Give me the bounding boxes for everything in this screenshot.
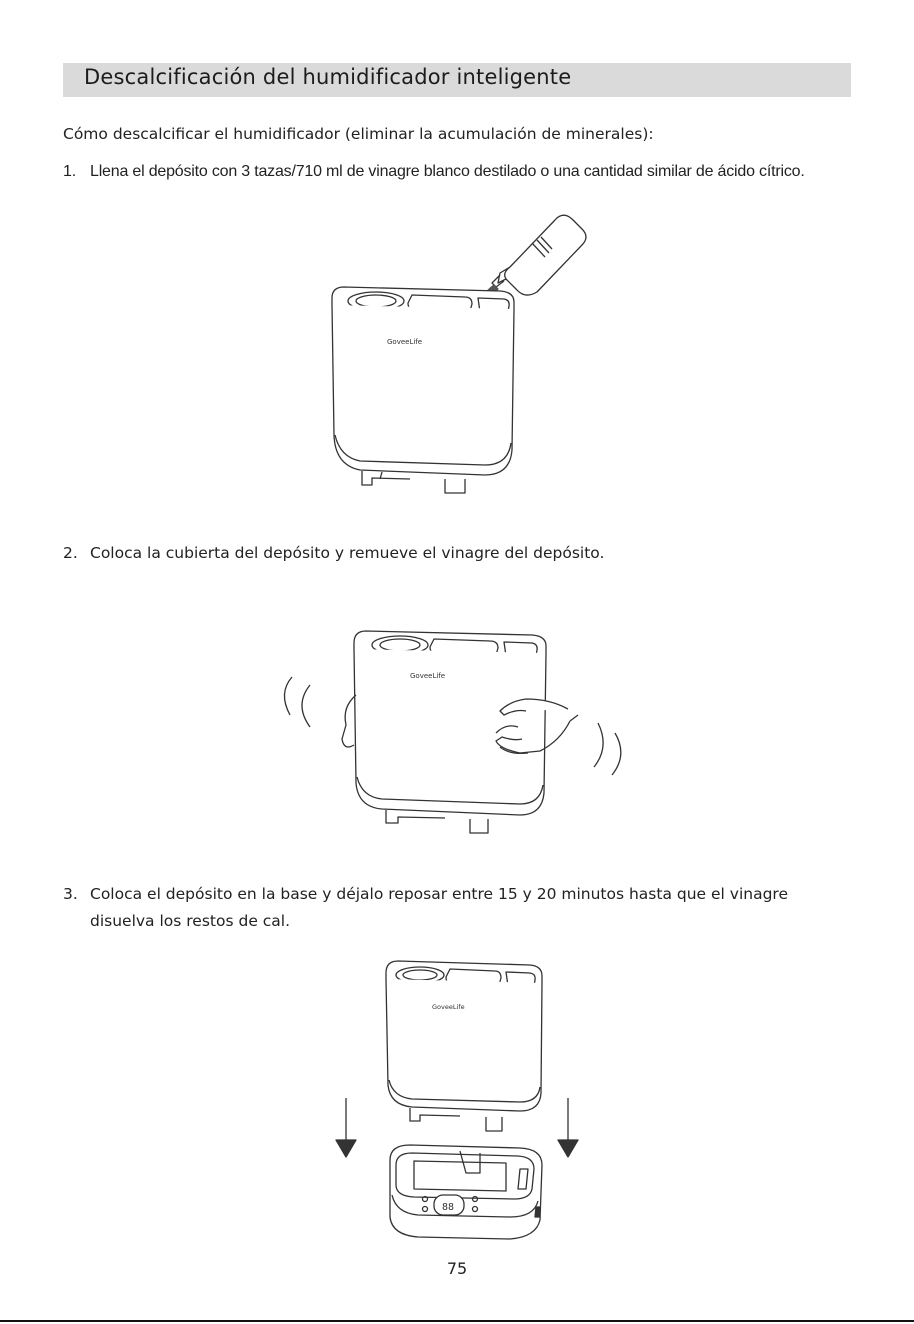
brand-label: GoveeLife — [387, 338, 423, 346]
motion-arc-icon — [612, 733, 621, 775]
page-title: Descalcificación del humidificador inteligente — [84, 65, 572, 89]
intro-text: Cómo descalcificar el humidificador (eliminar la acumulación de minerales): — [63, 125, 654, 143]
figure-shake-tank — [270, 615, 650, 840]
humidifier-base — [390, 1145, 542, 1239]
step-number: 1. — [63, 163, 76, 180]
section-title-bar — [63, 63, 851, 97]
hand-icon — [342, 695, 356, 747]
motion-arc-icon — [302, 685, 310, 727]
brand-label: GoveeLife — [432, 1003, 465, 1011]
bottom-rule — [0, 1320, 914, 1322]
figure-place-on-base — [330, 955, 590, 1250]
arrow-down-icon — [336, 1098, 356, 1157]
page-number: 75 — [446, 1259, 468, 1278]
step-number: 2. — [63, 544, 78, 562]
brand-label: GoveeLife — [410, 672, 446, 680]
step-number: 3. — [63, 885, 78, 903]
arrow-down-icon — [558, 1098, 578, 1157]
display-digits: 88 — [442, 1202, 455, 1213]
step-text: Llena el depósito con 3 tazas/710 ml de vinagre blanco destilado o una cantidad similar de ácido cítrico. — [90, 163, 805, 180]
step-text: Coloca el depósito en la base y déjalo reposar entre 15 y 20 minutos hasta que el vinagre disuelva los restos de cal. — [90, 885, 788, 930]
figure-pour-vinegar — [320, 195, 590, 505]
motion-arc-icon — [594, 723, 603, 767]
motion-arc-icon — [284, 677, 292, 715]
bottle-icon — [492, 215, 586, 295]
step-text: Coloca la cubierta del depósito y remueve el vinagre del depósito. — [90, 544, 605, 562]
